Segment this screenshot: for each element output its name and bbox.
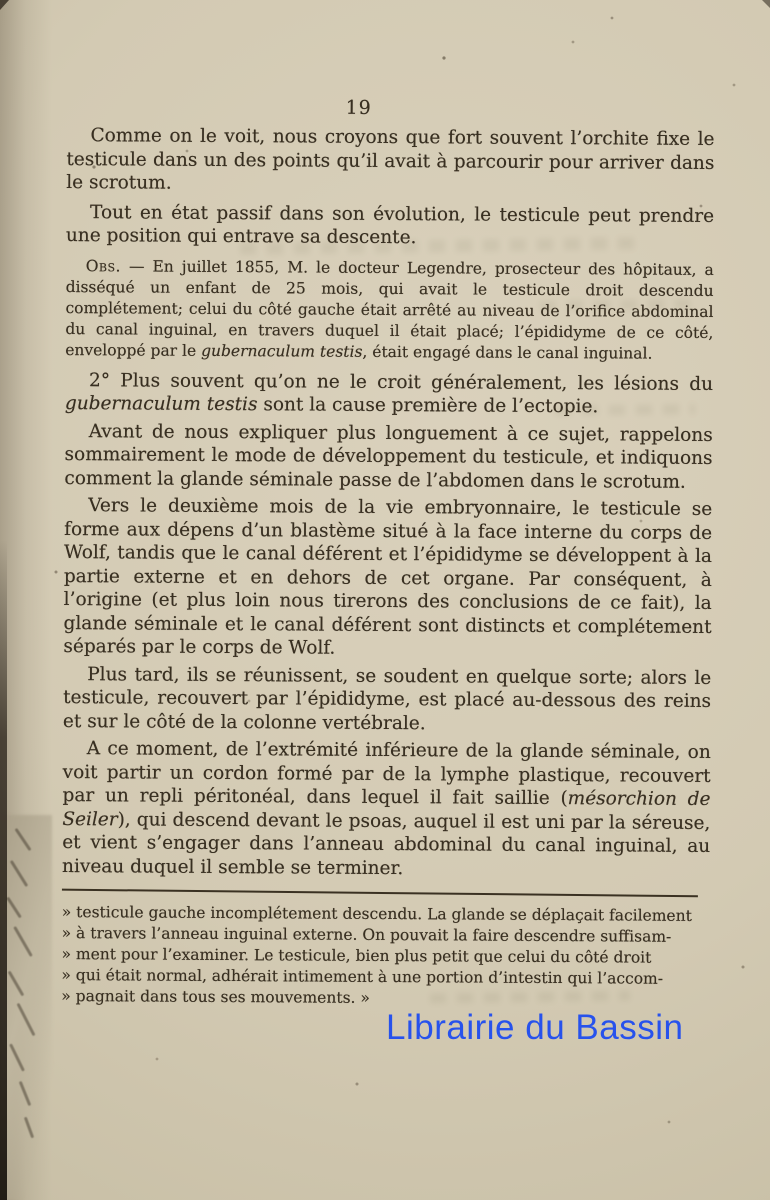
paragraph-6: Vers le deuxième mois de la vie embryonnaire, le testicule se forme aux dépens d’un blastème situé à la face interne du corps de Wolf, tandis que le canal déférent et l’épididyme se développent à la partie externe et en dehors de cet organe. Par conséquent, à l’origine (et plus loin nous tirerons des conclusions de ce fait), la glande séminale et le canal déférent sont distincts et complétement séparés par le corps de Wolf. — [63, 495, 713, 659]
observation-paragraph — [65, 256, 714, 365]
obs-latin-term: gubernaculum testis — [201, 341, 363, 361]
footnote-line: » testicule gauche incomplétement descendu. La glande se déplaçait facilement — [61, 903, 692, 925]
p8-latin-term: mésorchion de Seiler — [62, 788, 711, 830]
paragraph-4 — [65, 369, 713, 420]
paragraph-7: Plus tard, ils se réunissent, se soudent en quelque sorte; alors le testicule, recouvert par l’épididyme, est placé au-dessous des reins et sur le côté de la colonne vertébrale. — [62, 663, 712, 734]
p4-text-b: sont la cause première de l’ectopie. — [257, 394, 599, 418]
footnote-line: » ment pour l’examiner. Le testicule, bien plus petit que celui du côté droit — [61, 945, 652, 967]
page-edge-dark-sliver — [0, 540, 7, 1200]
printed-text-block — [61, 94, 715, 1011]
paper-specks — [0, 0, 2, 2]
footnote-line: » qui était normal, adhérait intimement à une portion d’intestin qui l’accom- — [61, 966, 664, 988]
paragraph-2: Tout en état passif dans son évolution, le testicule peut prendre une position qui entrave sa descente. — [65, 201, 715, 249]
paragraph-8 — [62, 737, 711, 882]
p4-text-a: 2° Plus souvent qu’on ne le croit généralement, les lésions du — [88, 369, 714, 395]
page-number: 19 — [345, 96, 372, 119]
corner-shadow-top-right — [762, 0, 770, 8]
obs-text-a: — En juillet 1855, M. le docteur Legendre, prosecteur des hôpitaux, a disséqué un enfant de 25 mois, qui avait le testicule droit descendu complétement; celui du côté gauche était arrêté au niveau de l’orifice abdominal du canal inguinal, en travers duquel il était placé; l’épididyme de ce côté, enveloppé par le — [65, 256, 714, 360]
footnote-line: » à travers l’anneau inguinal externe. On pouvait la faire descendre suffisam- — [61, 924, 672, 946]
footnote-line: » pagnait dans tous ses mouvements. » — [61, 987, 370, 1007]
bookseller-watermark: Librairie du Bassin — [386, 1008, 684, 1047]
underlying-page-edge — [0, 815, 52, 1200]
p8-text-b: ), qui descend devant le psoas, auquel il est uni par la séreuse, et vient s’engager dans l’anneau abdominal du canal inguinal, au niveau duquel il semble se terminer. — [62, 808, 711, 879]
paragraph-1: Comme on le voit, nous croyons que fort souvent l’orchite fixe le testicule dans un des points qu’il avait à parcourir pour arriver dans le scrotum. — [66, 125, 715, 194]
footnote-divider-rule — [62, 889, 698, 898]
obs-text-b: , était engagé dans le canal inguinal. — [362, 342, 653, 363]
paragraph-5: Avant de nous expliquer plus longuement à ce sujet, rappelons sommairement le mode de développement du testicule, et indiquons comment la glande séminale passe de l’abdomen dans le scrotum. — [64, 420, 713, 493]
obs-label: Obs. — [85, 256, 122, 275]
p4-latin-term: gubernaculum testis — [64, 393, 258, 416]
p8-text-a: A ce moment, de l’extrémité inférieure de la glande séminale, on voit partir un cordon formé par de la lymphe plastique, recouvert par un repli péritonéal, dans lequel il fait saillie ( — [62, 738, 711, 810]
footnote-block — [61, 902, 710, 1011]
